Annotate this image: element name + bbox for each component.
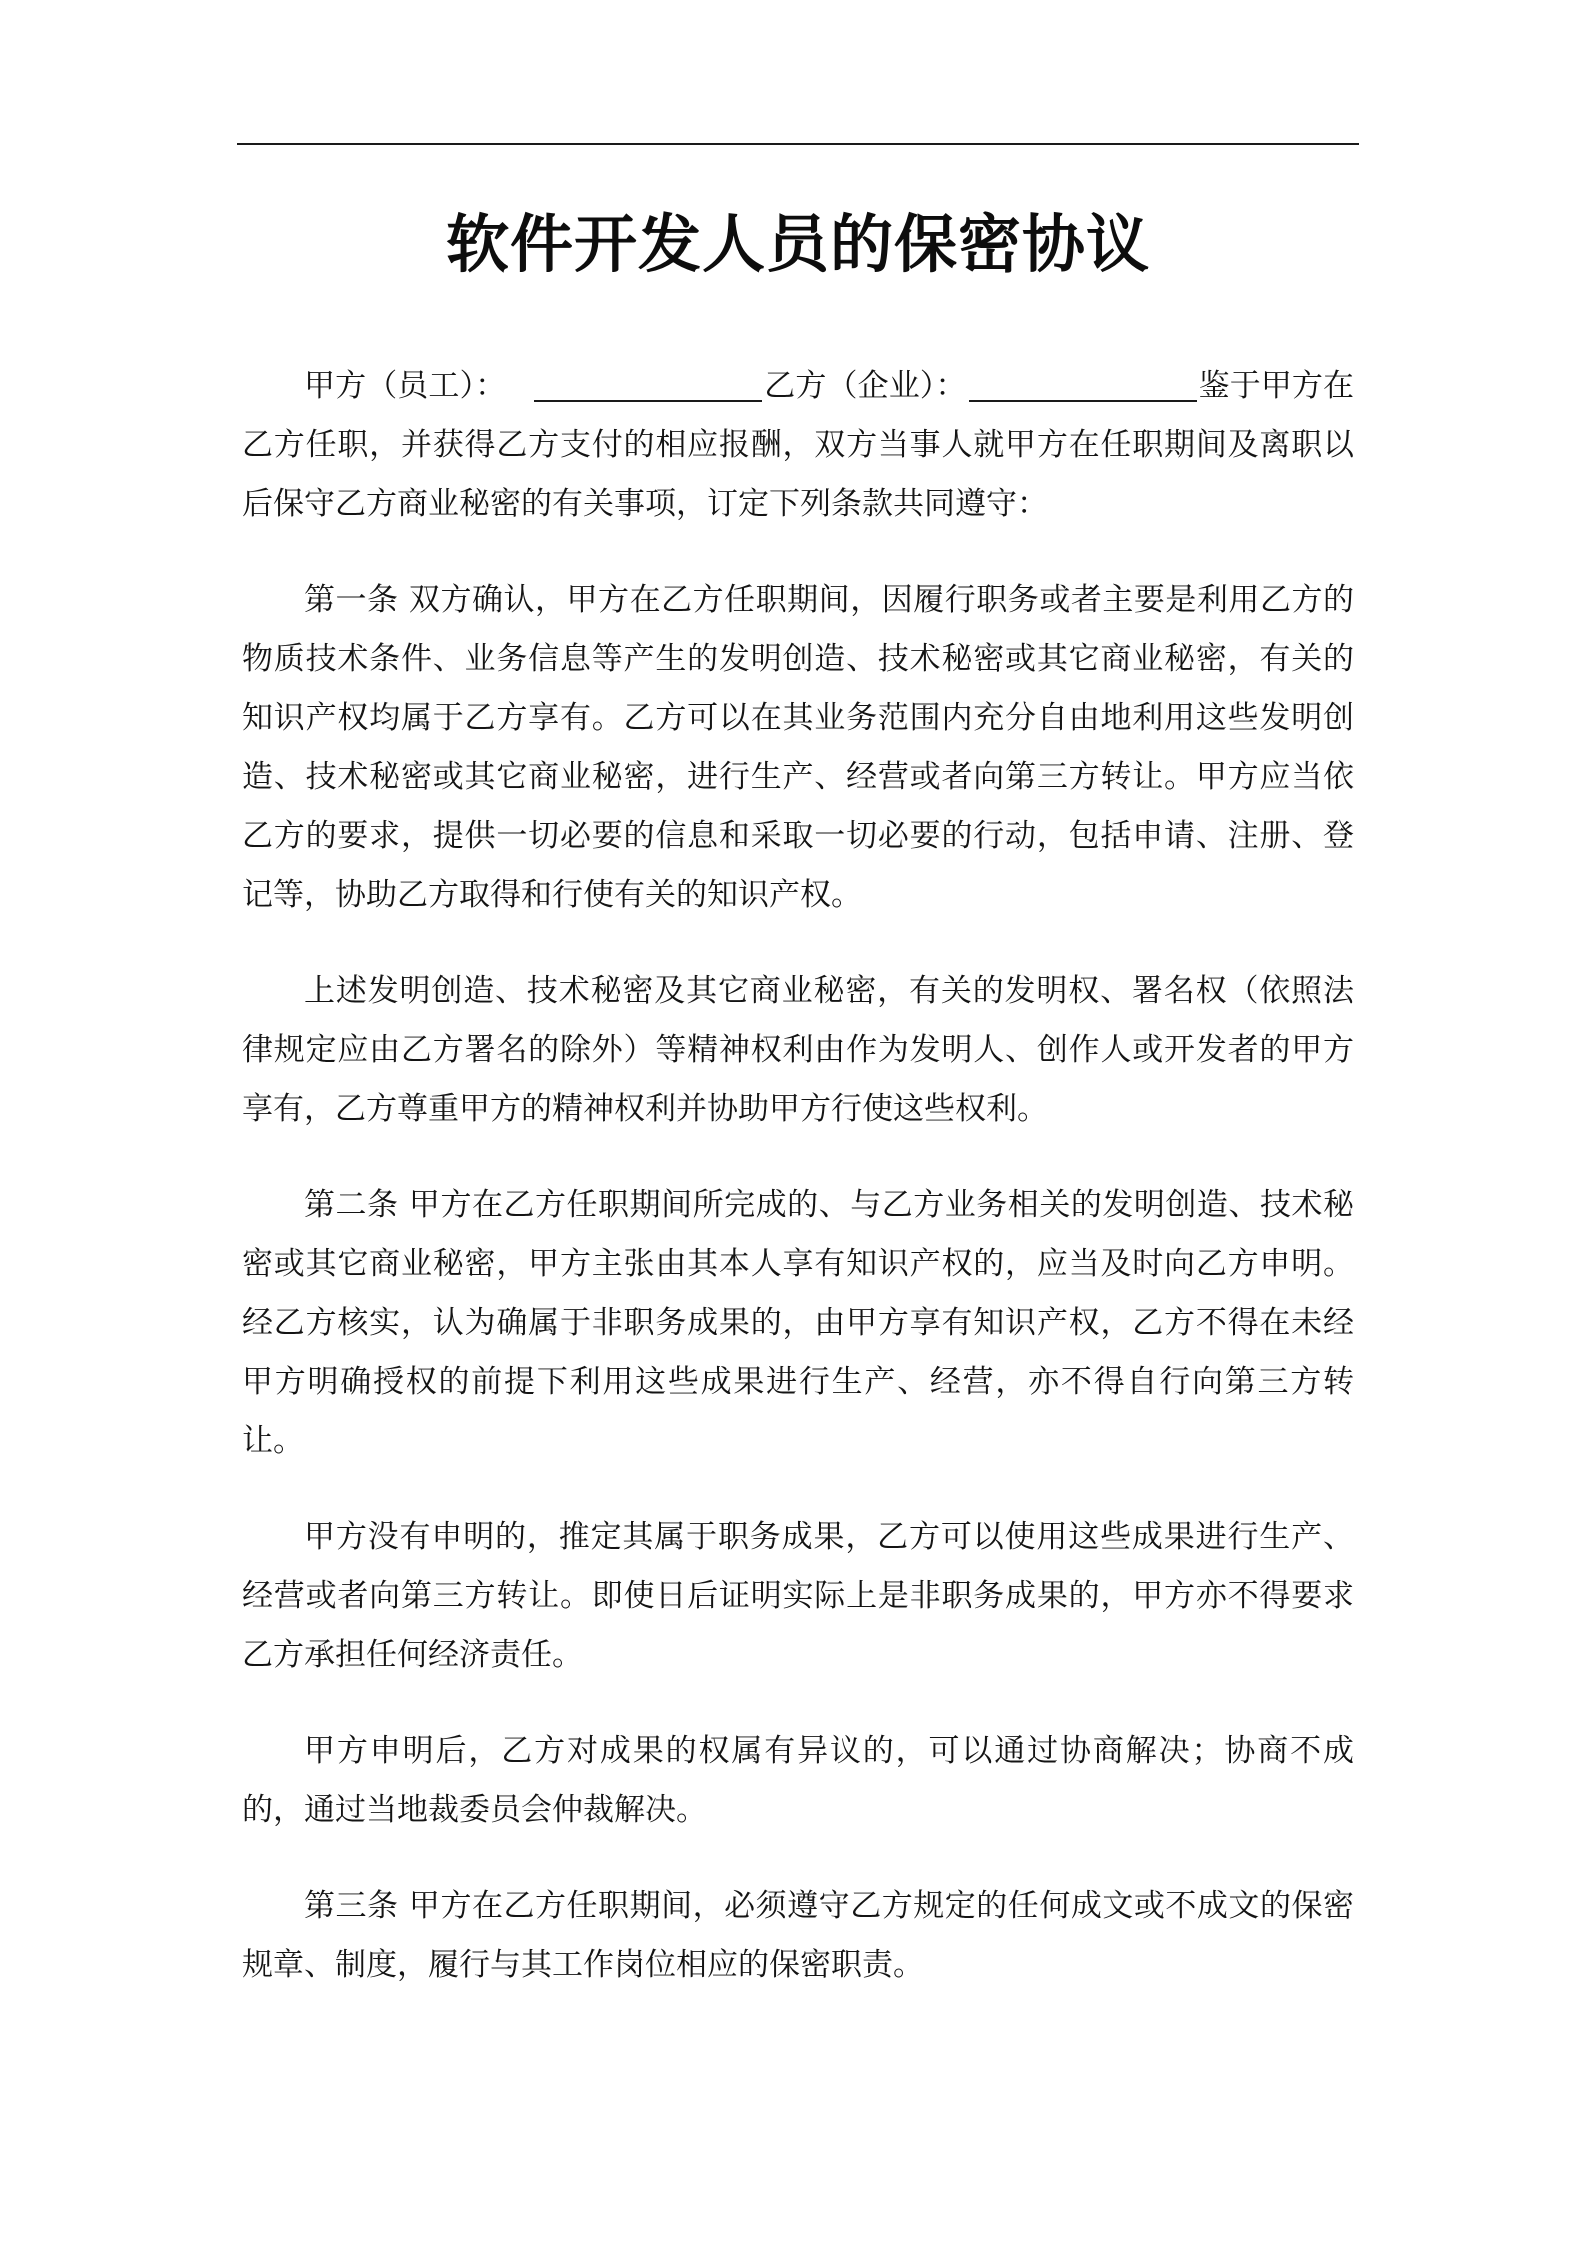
- clause-2-dispute-paragraph: 甲方申明后，乙方对成果的权属有异议的，可以通过协商解决；协商不成的，通过当地裁委员会仲裁解决。: [242, 1733, 1354, 1828]
- clause-3-paragraph: 第三条 甲方在乙方任职期间，必须遵守乙方规定的任何成文或不成文的保密规章、制度，履行与其工作岗位相应的保密职责。: [242, 1888, 1354, 1983]
- intro-paragraph: [242, 357, 1354, 534]
- document-title: 软件开发人员的保密协议: [446, 208, 1150, 281]
- party-a-blank-line: [534, 369, 762, 402]
- intro-text: 鉴于甲方在乙方任职，并获得乙方支付的相应报酬，双方当事人就甲方在任职期间及离职以后保守乙方商业秘密的有关事项，订定下列条款共同遵守：: [242, 368, 1355, 522]
- party-b-blank-line: [969, 369, 1197, 402]
- clause-1-moral-rights-paragraph: 上述发明创造、技术秘密及其它商业秘密，有关的发明权、署名权（依照法律规定应由乙方署名的除外）等精神权利由作为发明人、创作人或开发者的甲方享有，乙方尊重甲方的精神权利并协助甲方行使这些权利。: [242, 973, 1354, 1127]
- clause-2-presumption-paragraph: 甲方没有申明的，推定其属于职务成果，乙方可以使用这些成果进行生产、经营或者向第三方转让。即使日后证明实际上是非职务成果的，甲方亦不得要求乙方承担任何经济责任。: [242, 1519, 1354, 1673]
- clause-2-paragraph: 第二条 甲方在乙方任职期间所完成的、与乙方业务相关的发明创造、技术秘密或其它商业秘密，甲方主张由其本人享有知识产权的，应当及时向乙方申明。经乙方核实，认为确属于非职务成果的，由甲方享有知识产权，乙方不得在未经甲方明确授权的前提下利用这些成果进行生产、经营，亦不得自行向第三方转让。: [242, 1187, 1354, 1459]
- document-body: [242, 357, 1354, 2032]
- clause-1-paragraph: 第一条 双方确认，甲方在乙方任职期间，因履行职务或者主要是利用乙方的物质技术条件、业务信息等产生的发明创造、技术秘密或其它商业秘密，有关的知识产权均属于乙方享有。乙方可以在其业务范围内充分自由地利用这些发明创造、技术秘密或其它商业秘密，进行生产、经营或者向第三方转让。甲方应当依乙方的要求，提供一切必要的信息和采取一切必要的行动，包括申请、注册、登记等，协助乙方取得和行使有关的知识产权。: [242, 582, 1354, 913]
- party-a-label: 甲方（员工）：: [304, 368, 507, 404]
- header-rule: [237, 143, 1359, 145]
- party-b-label: 乙方（企业）：: [764, 368, 967, 404]
